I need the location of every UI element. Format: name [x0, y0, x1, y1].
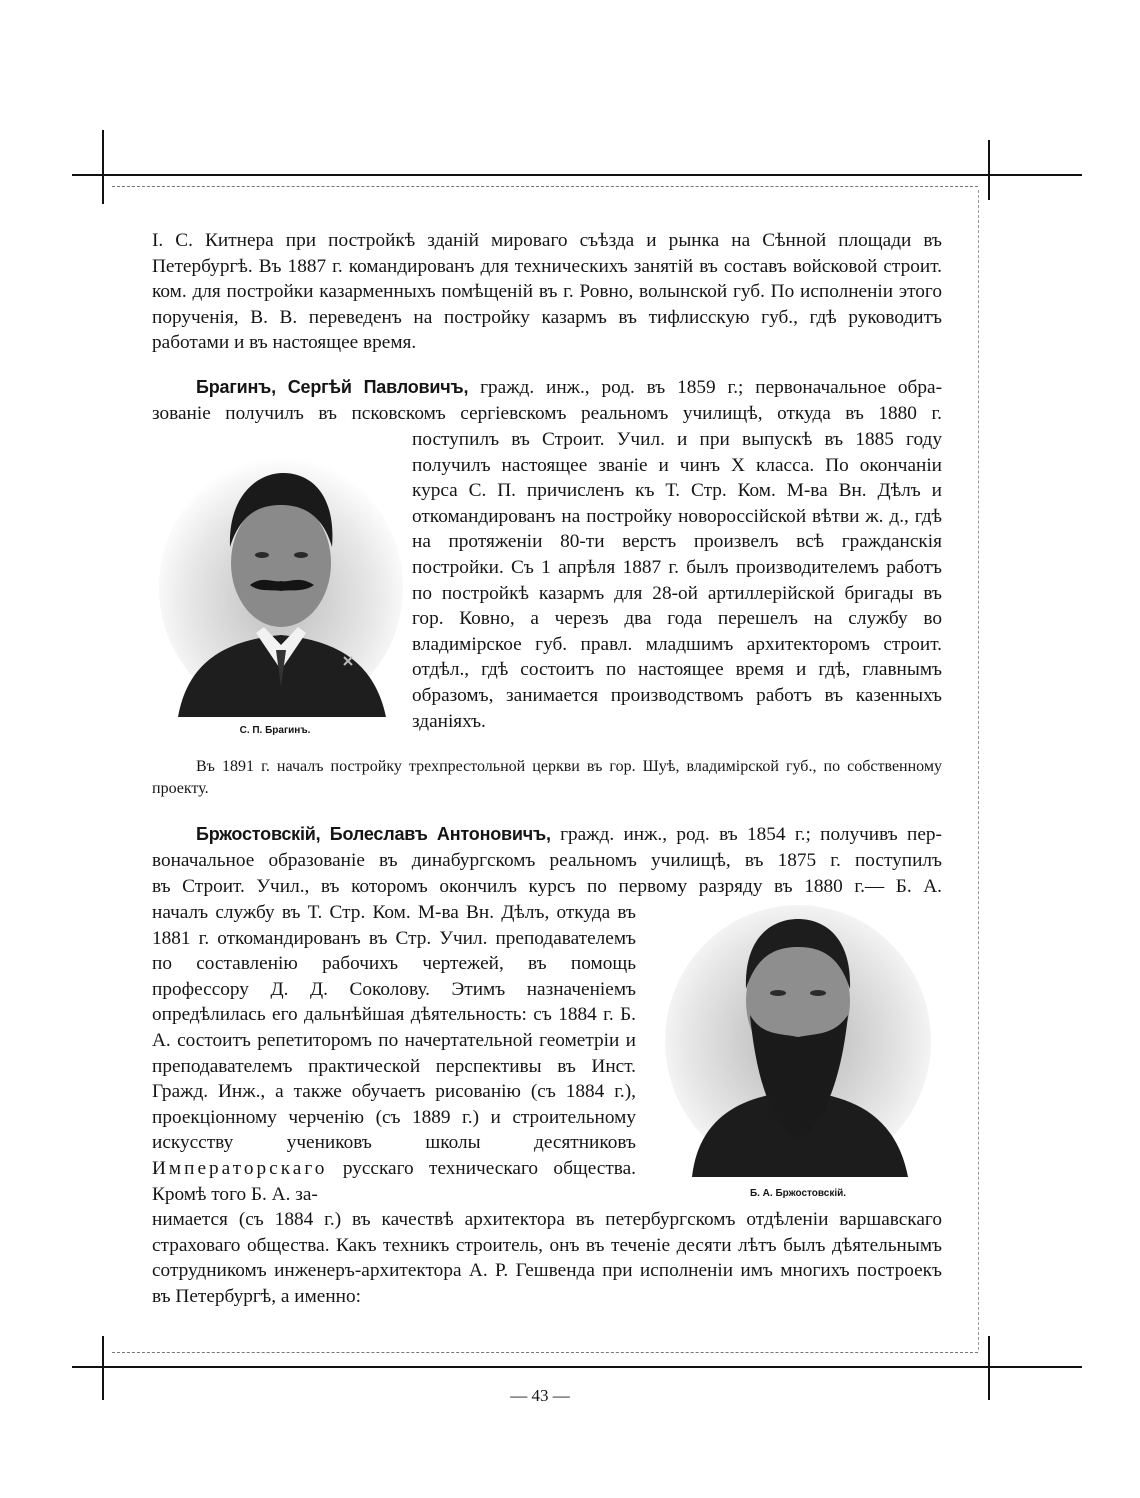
- page-number: — 43 —: [510, 1386, 570, 1405]
- brzhostovsky-bio-tail: нимается (съ 1884 г.) въ качествѣ архитектора въ петербургскомъ отдѣленіи варшавскаго страховаго общества. Какъ техникъ строитель, онъ въ теченіе десяти лѣтъ былъ дѣятельнымъ сотрудникомъ инженеръ-архитектора А. Р. Гешвенда при исполненіи имъ многихъ построекъ въ Петербургѣ, а именно:: [152, 1209, 942, 1307]
- frame-top-dashed: [112, 186, 978, 187]
- brzhostovsky-bio-side-b: русскаго техническаго общества. Кромѣ того Б. А. за-: [152, 1157, 636, 1205]
- brzhostovsky-caption: Б. А. Бржостовскій.: [749, 1188, 847, 1199]
- bragin-name: Брагинъ, Сергѣй Павловичъ,: [196, 377, 469, 397]
- brzhostovsky-bio-line1: гражд. инж., род. въ 1854 г.; получивъ пер-: [550, 824, 942, 845]
- frame-top-rule: [72, 174, 1082, 176]
- bragin-portrait: [158, 455, 404, 717]
- intro-paragraph: І. С. Китнера при постройкѣ зданій мировaго съѣзда и рынка на Сѣнной площади въ Петербургѣ. Въ 1887 г. командированъ для техническихъ занятій въ составъ войсковой строит. ком. для постройки казарменныхъ помѣщеній въ г. Ровно, волынской губ. По исполненіи этого порученія, В. В. переведенъ на постройку казармъ въ тифлисскую губ., гдѣ руководитъ работами и въ настоящее время.: [152, 230, 942, 354]
- bragin-bio-side: поступилъ въ Строит. Учил. и при выпускѣ въ 1885 году получилъ настоящее званіе и чинъ X класса. По окончаніи курса С. П. причисленъ къ Т. Стр. Ком. М-ва Вн. Дѣлъ и откомандированъ на постройку новороссійской вѣтви ж. д., гдѣ на протяженіи 80-ти верстъ произвелъ всѣ гражданскія постройки. Съ 1 апрѣля 1887 г. былъ производителемъ работъ по постройкѣ казармъ для 28-ой артиллерійской бригады въ гор. Ковно, а черезъ два года перешелъ на службу во владимірское губ. правл. младшимъ архитекторомъ строит. отдѣл., гдѣ состоитъ по настоящее время и гдѣ, главнымъ образомъ, занимается производствомъ работъ въ казенныхъ зданіяхъ.: [412, 429, 942, 732]
- bragin-bio-line1: гражд. инж., род. въ 1859 г.; первоначальное обра-: [468, 377, 942, 398]
- bragin-caption: С. П. Брагинъ.: [239, 725, 311, 736]
- bragin-note: Въ 1891 г. началъ постройку трехпрестольной церкви въ гор. Шуѣ, владимірской губ., по собственному проекту.: [152, 758, 942, 797]
- frame-right-dashed: [978, 190, 979, 1350]
- brzhostovsky-heading-line: [152, 822, 942, 848]
- brzhostovsky-bio-line2: воначальное образованіе въ динабургскомъ реальномъ училищѣ, въ 1875 г. поступилъ: [152, 850, 942, 871]
- frame-bottom-dashed: [112, 1352, 978, 1353]
- bragin-bio-line2: зованіе получилъ въ псковскомъ сергіевскомъ реальномъ училищѣ, откуда въ 1880 г.: [152, 403, 942, 424]
- frame-bottom-rule: [72, 1366, 1082, 1368]
- bragin-heading-line: [152, 375, 942, 401]
- imperial-word: Императорскаго: [152, 1157, 328, 1179]
- frame-right-rule-bottom: [988, 1336, 990, 1400]
- frame-right-rule-top: [988, 140, 990, 200]
- brzhostovsky-bio-side: [152, 900, 636, 1207]
- brzhostovsky-bio-line3: въ Строит. Учил., въ которомъ окончилъ курсъ по первому разряду въ 1880 г.— Б. А.: [152, 876, 942, 897]
- brzhostovsky-name: Бржостовскій, Болеславъ Антоновичъ,: [196, 824, 551, 844]
- brzhostovsky-portrait: [664, 905, 932, 1177]
- frame-left-rule-top: [102, 130, 104, 204]
- brzhostovsky-bio-side-a: началъ службу въ Т. Стр. Ком. М-ва Вн. Дѣлъ, откуда въ 1881 г. откомандированъ въ Стр. Учил. преподавателемъ по составленію рабочихъ чертежей, въ помощь профессору Д. Д. Соколову. Этимъ назначеніемъ опредѣлилась его дальнѣйшая дѣятельность: съ 1884 г. Б. А. состоитъ репетиторомъ по начертательной геометріи и преподавателемъ практической перспективы въ Инст. Гражд. Инж., а также обучаетъ рисованію (съ 1884 г.), проекціонному черченію (съ 1889 г.) и строительному искусству учениковъ школы десятниковъ: [152, 902, 636, 1154]
- frame-left-rule-bottom: [102, 1336, 104, 1400]
